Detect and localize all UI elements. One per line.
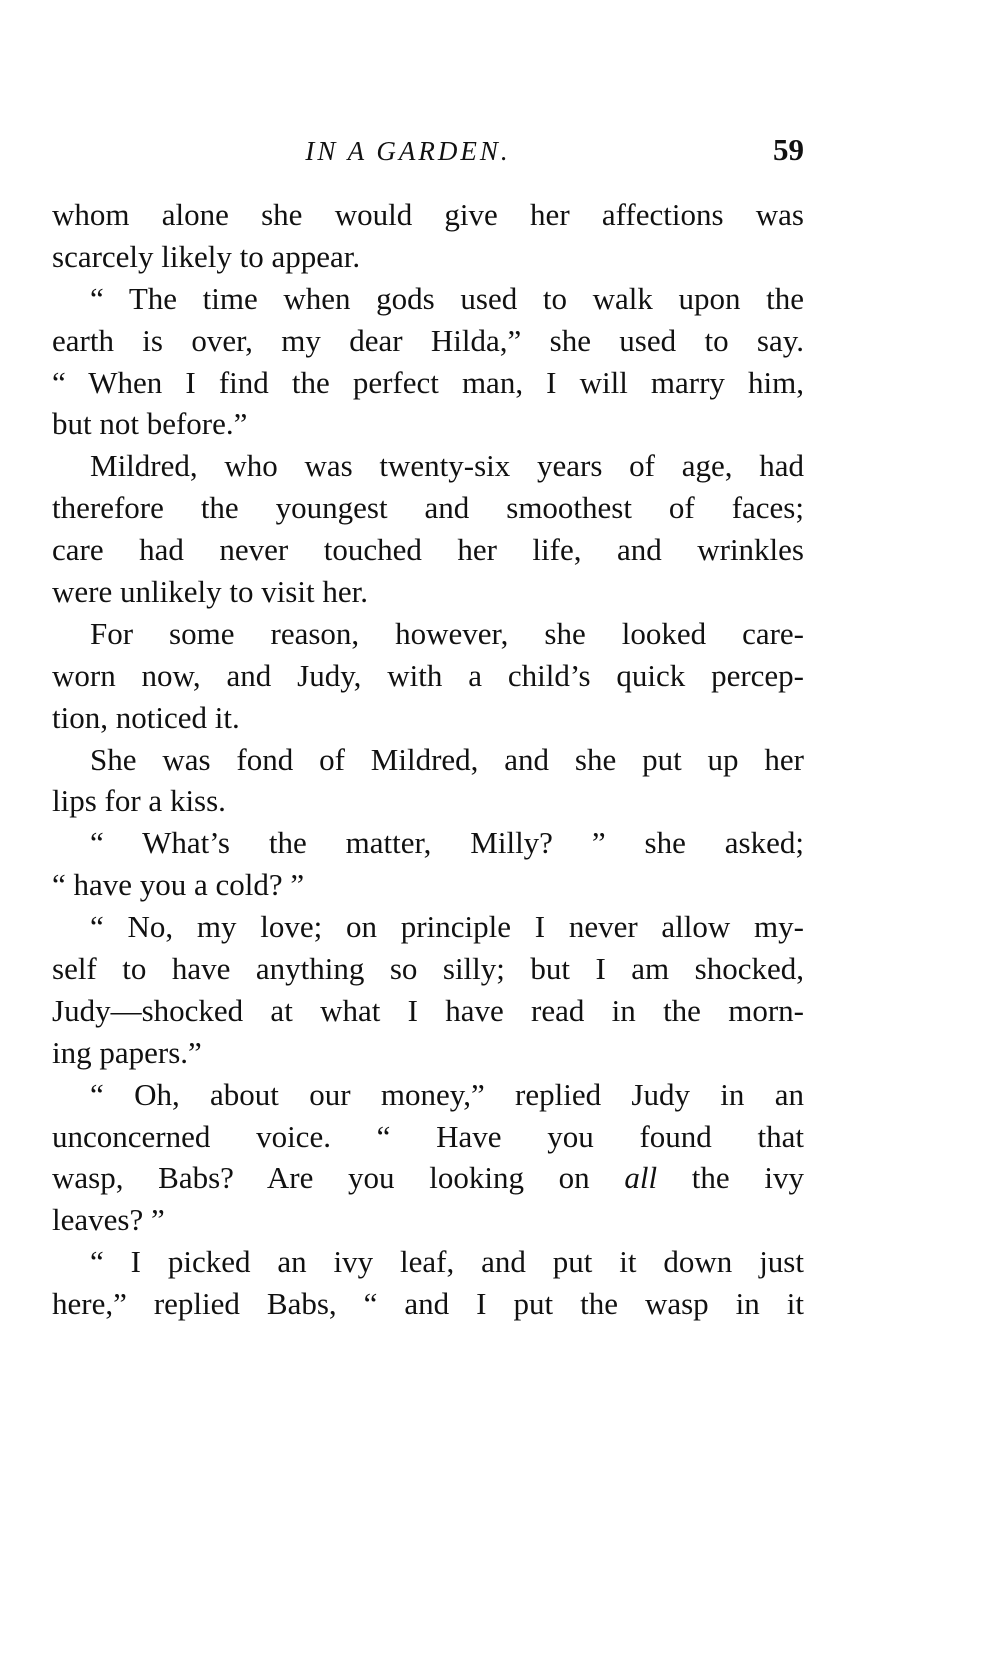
text-line: “ What’s the matter, Milly? ” she asked;: [90, 825, 804, 861]
text-line: She was fond of Mildred, and she put up her: [90, 741, 804, 777]
text-line: “ The time when gods used to walk upon the: [90, 280, 804, 316]
text-line: therefore the youngest and smoothest of faces;: [52, 490, 804, 526]
text-line: “ No, my love; on principle I never allow my-: [90, 909, 804, 945]
page-number: 59: [773, 132, 804, 167]
text-line: worn now, and Judy, with a child’s quick percep-: [52, 657, 804, 693]
text-line: Mildred, who was twenty-six years of age, had: [90, 448, 804, 484]
text-line: leaves? ”: [52, 1202, 165, 1238]
text-line: but not before.”: [52, 406, 248, 442]
text-line: scarcely likely to appear.: [52, 238, 361, 274]
text-line: lips for a kiss.: [52, 783, 226, 819]
text-line: “ Oh, about our money,” replied Judy in an: [90, 1076, 804, 1112]
text-line: earth is over, my dear Hilda,” she used to say.: [52, 322, 804, 358]
running-title: IN A GARDEN.: [305, 136, 511, 166]
text-line: care had never touched her life, and wrinkles: [52, 532, 804, 568]
text-line: self to have anything so silly; but I am shocked,: [52, 951, 804, 987]
text-line: wasp, Babs? Are you looking on all the ivy: [52, 1160, 804, 1196]
running-head: [52, 132, 804, 180]
text-line: unconcerned voice. “ Have you found that: [52, 1118, 804, 1154]
text-line: were unlikely to visit her.: [52, 574, 368, 610]
text-line: “ I picked an ivy leaf, and put it down just: [90, 1244, 804, 1280]
body-text: [52, 194, 804, 1325]
text-line: “ When I find the perfect man, I will marry him,: [52, 364, 804, 400]
text-line: whom alone she would give her affections was: [52, 197, 804, 232]
text-line: tion, noticed it.: [52, 699, 240, 735]
text-line: ing papers.”: [52, 1034, 202, 1070]
text-line: “ have you a cold? ”: [52, 867, 305, 903]
text-line: For some reason, however, she looked care-: [90, 615, 804, 651]
text-line: here,” replied Babs, “ and I put the wasp in it: [52, 1286, 804, 1322]
text-line: Judy—shocked at what I have read in the morn-: [52, 992, 804, 1028]
emphasis-word: all: [624, 1160, 658, 1196]
